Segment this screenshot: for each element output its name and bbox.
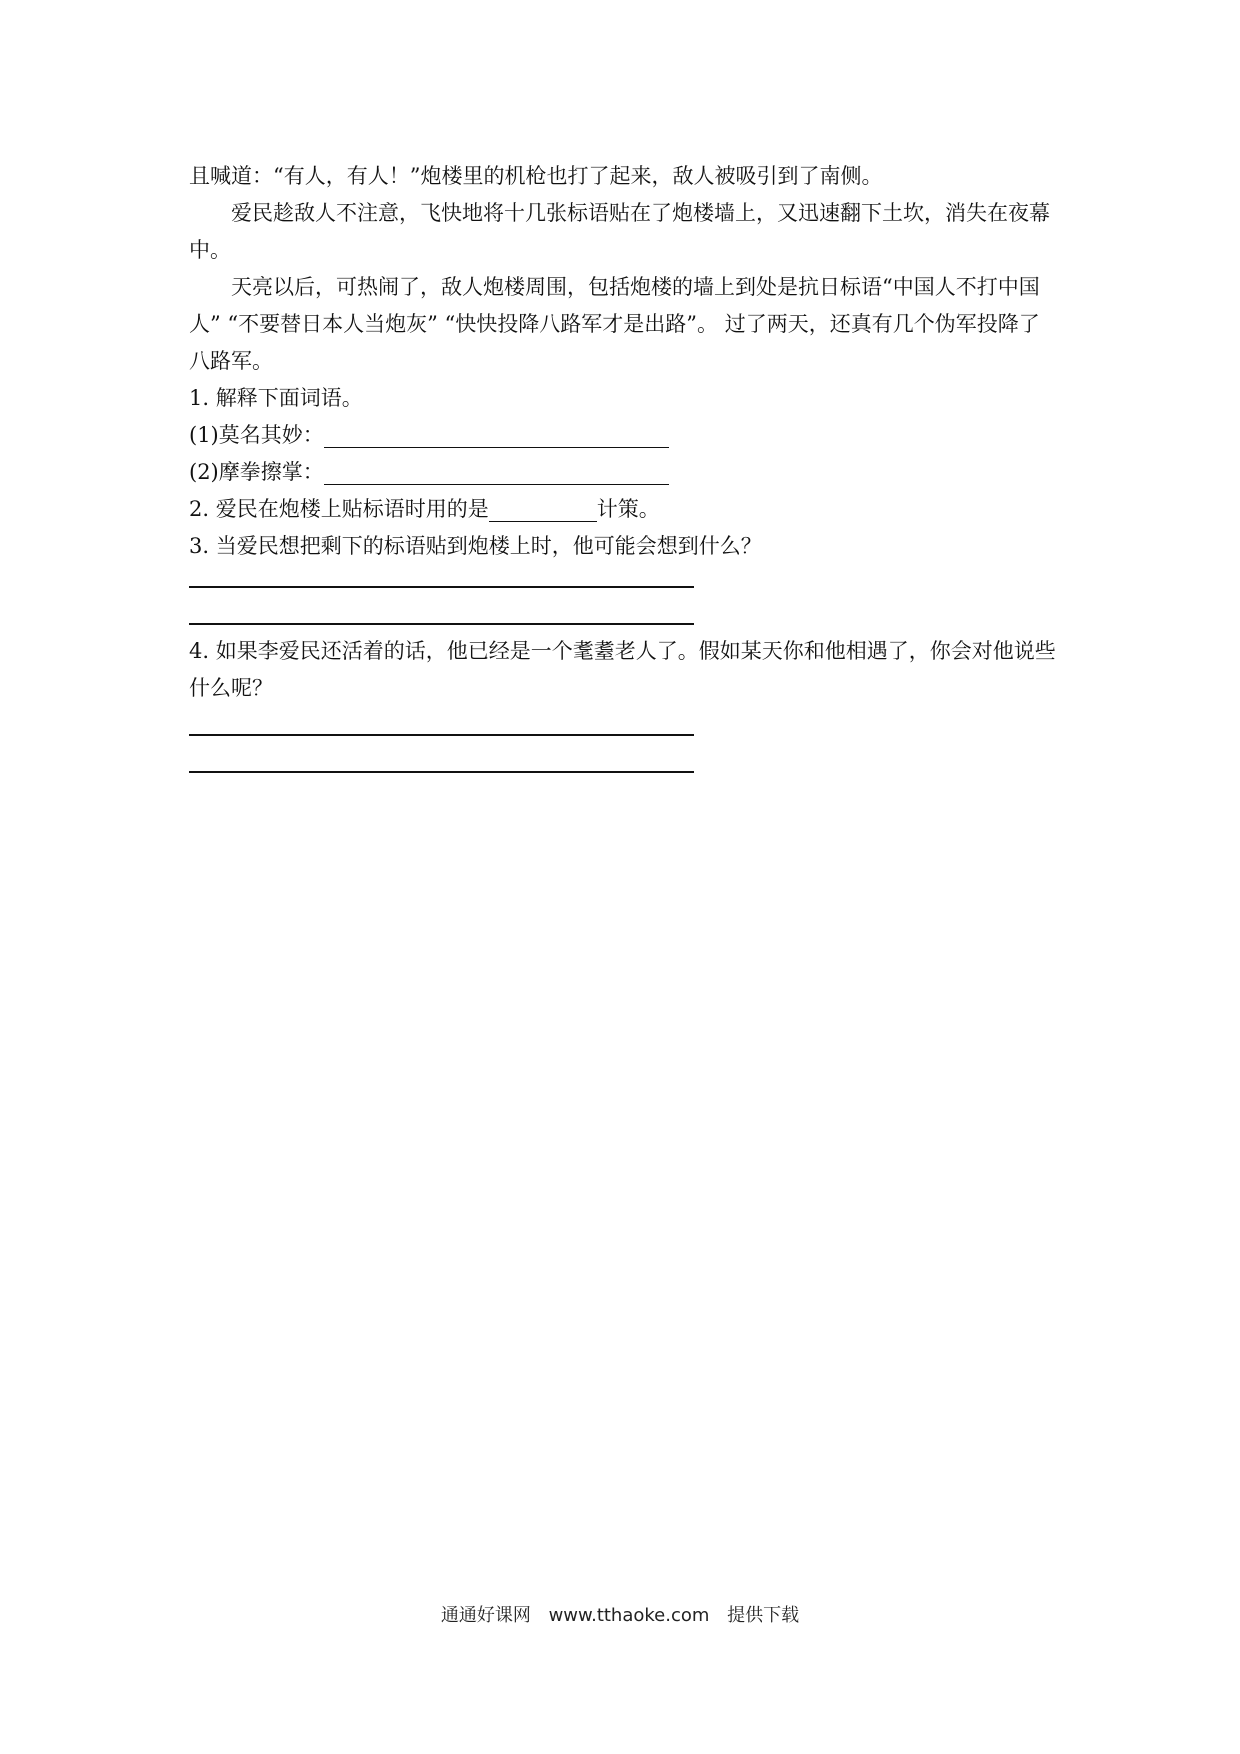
question-1: 1. 解释下面词语。 xyxy=(189,386,363,410)
reading-passage xyxy=(189,158,1059,380)
answer-blank-1-1[interactable] xyxy=(324,425,669,448)
page-footer xyxy=(0,1601,1240,1627)
question-4: 4. 如果李爱民还活着的话，他已经是一个耄耋老人了。假如某天你和他相遇了，你会对他说些什么呢？ xyxy=(189,639,1056,700)
footer-site-name: 通通好课网 xyxy=(440,1605,531,1626)
questions-section xyxy=(189,380,1059,565)
answer-line-3a[interactable] xyxy=(189,586,694,588)
question-1-item-2 xyxy=(189,454,1059,491)
passage-paragraph-2: 爱民趁敌人不注意，飞快地将十几张标语贴在了炮楼墙上，又迅速翻下土坎，消失在夜幕中。 xyxy=(189,201,1050,262)
question-1-item-2-label: (2)摩拳擦掌： xyxy=(189,460,324,484)
answer-line-4a[interactable] xyxy=(189,734,694,736)
passage-paragraph-3: 天亮以后，可热闹了，敌人炮楼周围，包括炮楼的墙上到处是抗日标语“中国人不打中国人” “不要替日本人当炮灰” “快快投降八路军才是出路”。 过了两天，还真有几个伪军投降了八路军。 xyxy=(189,275,1040,373)
footer-url[interactable]: www.tthaoke.com xyxy=(548,1605,710,1626)
question-1-item-1-label: (1)莫名其妙： xyxy=(189,423,324,447)
question-1-item-1 xyxy=(189,417,1059,454)
footer-note: 提供下载 xyxy=(727,1605,800,1626)
answer-line-3b[interactable] xyxy=(189,623,694,625)
question-4-block xyxy=(189,633,1059,707)
question-2 xyxy=(189,491,1059,528)
answer-blank-1-2[interactable] xyxy=(324,462,669,485)
question-2-text: 2. 爱民在炮楼上贴标语时用的是 xyxy=(189,497,489,521)
question-3: 3. 当爱民想把剩下的标语贴到炮楼上时，他可能会想到什么？ xyxy=(189,534,762,558)
answer-blank-2[interactable] xyxy=(489,499,597,522)
answer-line-4b[interactable] xyxy=(189,771,694,773)
question-2-suffix: 计策。 xyxy=(596,497,660,521)
passage-paragraph-1: 且喊道：“有人，有人！”炮楼里的机枪也打了起来，敌人被吸引到了南侧。 xyxy=(189,164,883,188)
